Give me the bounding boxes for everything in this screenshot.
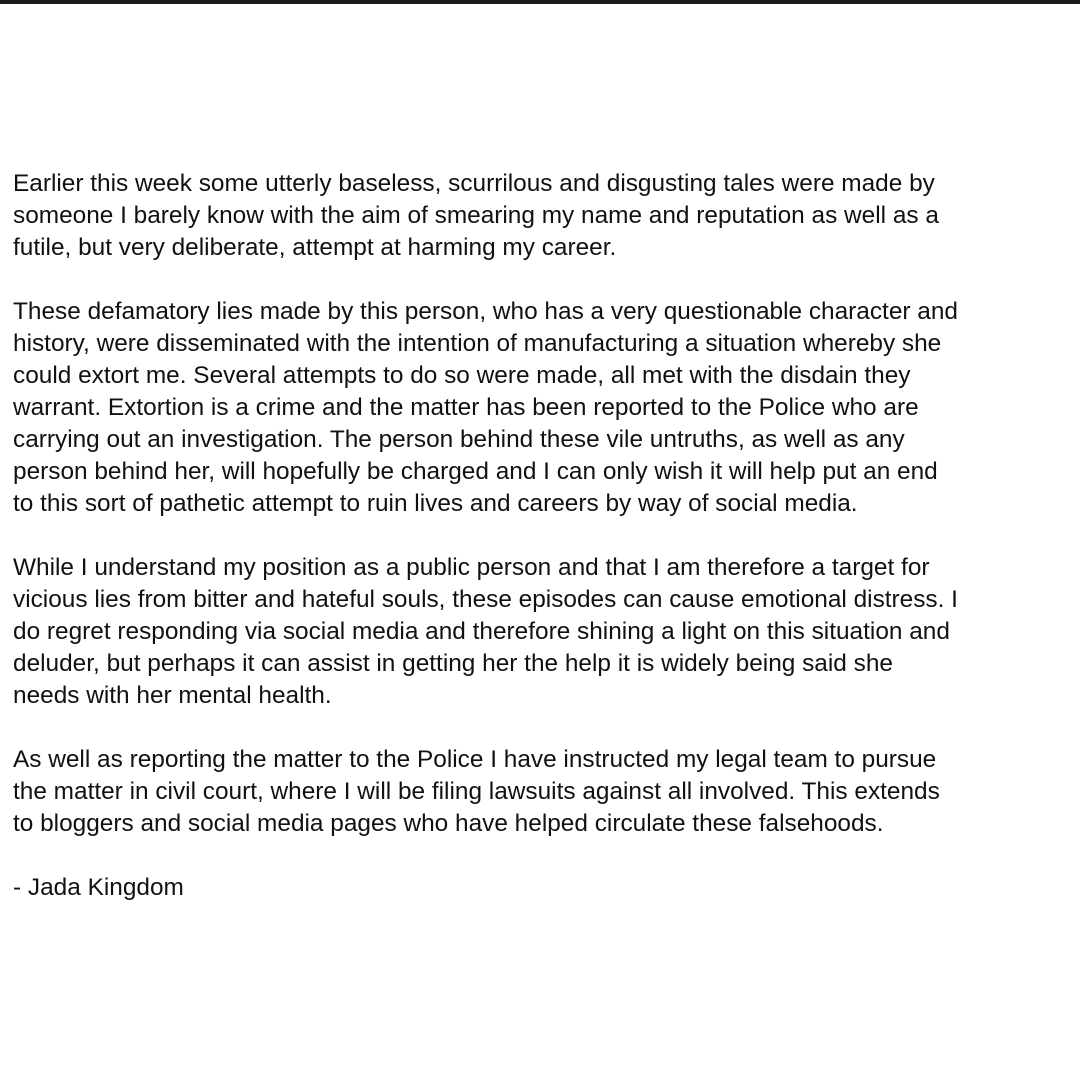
- text-line: warrant. Extortion is a crime and the matter has been reported to the Police who are: [13, 394, 919, 421]
- text-line: vicious lies from bitter and hateful souls, these episodes can cause emotional distress. I: [13, 586, 958, 613]
- text-line: person behind her, will hopefully be charged and I can only wish it will help put an end: [13, 458, 938, 485]
- text-line: carrying out an investigation. The person behind these vile untruths, as well as any: [13, 426, 905, 453]
- paragraph-3: [13, 552, 1075, 712]
- paragraph-4: [13, 744, 1075, 840]
- text-line: While I understand my position as a public person and that I am therefore a target for: [13, 554, 930, 581]
- statement-body: [13, 168, 1075, 904]
- text-line: history, were disseminated with the intention of manufacturing a situation whereby she: [13, 330, 942, 357]
- paragraph-2: [13, 296, 1075, 520]
- text-line: to this sort of pathetic attempt to ruin lives and careers by way of social media.: [13, 490, 858, 517]
- text-line: As well as reporting the matter to the Police I have instructed my legal team to pursue: [13, 746, 937, 773]
- top-border: [0, 0, 1080, 4]
- text-line: the matter in civil court, where I will be filing lawsuits against all involved. This extends: [13, 778, 940, 805]
- text-line: futile, but very deliberate, attempt at harming my career.: [13, 234, 617, 261]
- text-line: These defamatory lies made by this person, who has a very questionable character and: [13, 298, 958, 325]
- signature: - Jada Kingdom: [13, 874, 184, 901]
- text-line: deluder, but perhaps it can assist in getting her the help it is widely being said she: [13, 650, 893, 677]
- text-line: do regret responding via social media and therefore shining a light on this situation and: [13, 618, 950, 645]
- text-line: to bloggers and social media pages who have helped circulate these falsehoods.: [13, 810, 884, 837]
- text-line: needs with her mental health.: [13, 682, 332, 709]
- text-line: someone I barely know with the aim of smearing my name and reputation as well as a: [13, 202, 939, 229]
- text-line: could extort me. Several attempts to do so were made, all met with the disdain they: [13, 362, 911, 389]
- text-line: Earlier this week some utterly baseless, scurrilous and disgusting tales were made by: [13, 170, 935, 197]
- paragraph-1: [13, 168, 1075, 264]
